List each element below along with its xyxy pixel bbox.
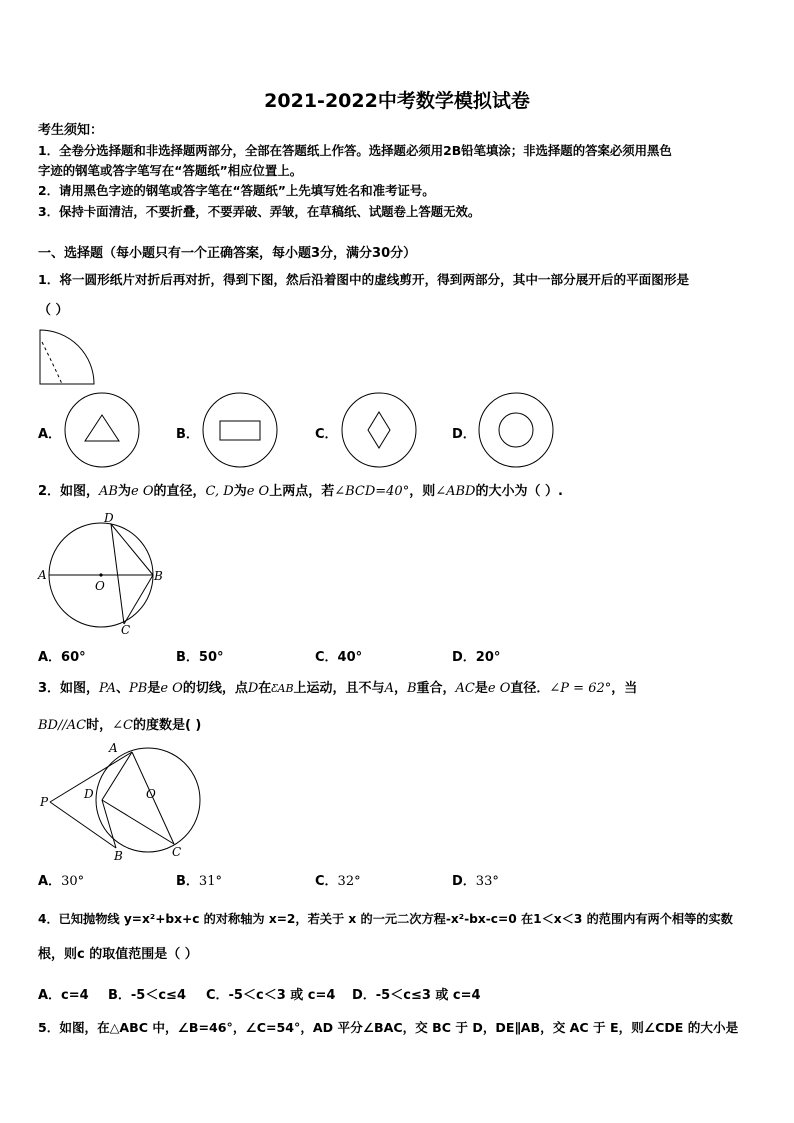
q2-label-c: C xyxy=(121,623,131,637)
q3-option-a: A．30° xyxy=(38,874,85,889)
q3-option-c: C．32° xyxy=(315,874,361,889)
q3-label-c: C xyxy=(172,845,182,859)
q3-label-a: A xyxy=(109,741,118,755)
notice-line-1: 1．全卷分选择题和非选择题两部分，全部在答题纸上作答。选择题必须用2B铅笔填涂；非选择题的答案必须用黑色 xyxy=(38,143,672,158)
q3-stem-line-1: 3．如图，PA、PB是e O的切线，点D在ƸAB上运动，且不与A，B重合，AC是e O直径．∠P = 62°，当 xyxy=(38,681,638,696)
q2-label-o: O xyxy=(95,579,105,593)
q2-option-d: D．20° xyxy=(452,650,501,665)
q1-option-b-figure xyxy=(200,391,280,469)
q3-label-d: D xyxy=(84,787,94,801)
q1-option-c-label: C． xyxy=(315,427,338,442)
q4-option-c: C．-5＜c＜3 或 c=4 xyxy=(206,988,336,1003)
q5-text-line-1: 5．如图，在△ABC 中，∠B=46°，∠C=54°，AD 平分∠BAC，交 BC 于 D，DE∥AB，交 AC 于 E，则∠CDE 的大小是 xyxy=(38,1020,739,1035)
notice-line-1b: 字迹的钢笔或答字笔写在“答题纸”相应位置上。 xyxy=(38,163,303,178)
q4-option-a: A．c=4 xyxy=(38,988,89,1003)
q1-folded-figure xyxy=(38,328,98,388)
q1-option-d-figure xyxy=(476,391,556,469)
q3-option-d: D．33° xyxy=(452,874,499,889)
q4-text-line-1: 4．已知抛物线 y=x²+bx+c 的对称轴为 x=2，若关于 x 的一元二次方程-x²-bx-c=0 在1＜x＜3 的范围内有两个相等的实数 xyxy=(38,912,733,926)
q2-circle-figure xyxy=(36,510,166,638)
q3-stem-line-2: BD//AC时，∠C的度数是( ) xyxy=(38,718,202,733)
section-heading: 一、选择题（每小题只有一个正确答案，每小题3分，满分30分） xyxy=(38,246,417,261)
q4-option-d: D．-5＜c≤3 或 c=4 xyxy=(352,988,481,1003)
notice-line-3: 3．保持卡面清洁，不要折叠，不要弄破、弄皱，在草稿纸、试题卷上答题无效。 xyxy=(38,204,481,219)
page-title: 2021-2022中考数学模拟试卷 xyxy=(264,90,530,112)
q1-option-c-figure xyxy=(339,391,419,469)
q1-option-b-label: B． xyxy=(176,427,199,442)
q2-stem: 2．如图，AB为e O的直径，C, D为e O上两点，若∠BCD=40°，则∠ABD的大小为（ ）. xyxy=(38,484,563,499)
q2-option-c: C．40° xyxy=(315,650,363,665)
q1-option-a-label: A． xyxy=(38,427,62,442)
q1-paren: （ ） xyxy=(38,303,69,318)
notice-heading: 考生须知： xyxy=(38,123,104,138)
q2-option-b: B．50° xyxy=(176,650,224,665)
q2-option-a: A．60° xyxy=(38,650,86,665)
q2-label-d: D xyxy=(104,511,114,525)
notice-line-2: 2．请用黑色字迹的钢笔或答字笔在“答题纸”上先填写姓名和准考证号。 xyxy=(38,183,435,198)
q2-label-a: A xyxy=(38,568,47,582)
q1-option-a-figure xyxy=(62,391,142,469)
q3-label-o: O xyxy=(146,787,156,801)
q3-option-b: B．31° xyxy=(176,874,222,889)
q3-label-p: P xyxy=(40,795,49,809)
q3-label-b: B xyxy=(114,849,123,863)
q2-label-b: B xyxy=(154,569,163,583)
q1-text: 1．将一圆形纸片对折后再对折，得到下图，然后沿着图中的虚线剪开，得到两部分，其中一部分展开后的平面图形是 xyxy=(38,272,690,287)
q4-text-line-2: 根，则c 的取值范围是（ ） xyxy=(38,947,198,962)
q3-tangent-figure xyxy=(36,740,206,866)
q1-option-d-label: D． xyxy=(452,427,476,442)
q4-option-b: B．-5＜c≤4 xyxy=(108,988,186,1003)
